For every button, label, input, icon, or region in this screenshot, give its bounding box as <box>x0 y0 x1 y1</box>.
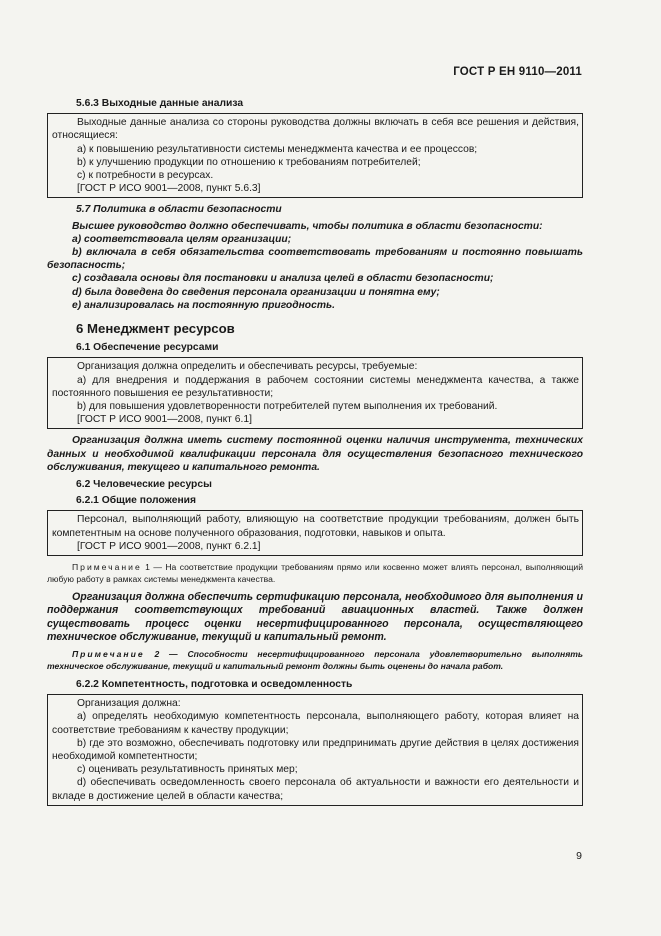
note-2 <box>47 648 583 672</box>
section-5-6-3-heading: 5.6.3 Выходные данные анализа <box>76 98 244 109</box>
note-1-label: Примечание <box>72 562 142 573</box>
policy-line: a) соответствовала целям организации; <box>72 233 292 245</box>
resources-requirement-paragraph: Организация должна иметь систему постоянной оценки наличия инструмента, технических данных и необходимой квалификации персонала для осуществления безопасного технического обслуживания, текущего и капитального ремонта. <box>47 435 583 473</box>
note-2-text: 2 — Способности несертифицированного персонала удовлетворительно выполнять техническое обслуживание, текущий и капитальный ремонт должны быть оценены до начала работ. <box>47 648 583 671</box>
list-item: b) где это возможно, обеспечивать подготовку или предпринимать другие действия в целях достижения необходимой компетентности; <box>52 737 579 762</box>
quote-box-iso-6-2-1 <box>47 510 583 556</box>
note-1-text: 1 — На соответствие продукции требованиям прямо или косвенно может влиять персонал, выполняющий любую работу в рамках системы менеджмента качества. <box>47 562 583 585</box>
section-6-2-1-heading: 6.2.1 Общие положения <box>76 495 196 507</box>
quote-box-iso-6-1 <box>47 357 583 429</box>
policy-line: d) была доведена до сведения персонала организации и понятна ему; <box>72 286 440 298</box>
note-1 <box>47 561 583 585</box>
quote-intro: Организация должна: <box>77 698 181 710</box>
list-item: a) для внедрения и поддержания в рабочем состоянии системы менеджмента качества, а также постоянного повышения ее результативности; <box>52 374 579 399</box>
policy-line: c) создавала основы для постановки и анализа целей в области безопасности; <box>72 273 494 285</box>
certification-paragraph: Организация должна обеспечить сертификацию персонала, необходимого для выполнения и поддержания соответствующих требований авиационных властей. Также должен существовать процесс оценки несертифицированного персонала, осуществляющего техническое обслуживание, текущий и капитальный ремонт. <box>47 591 583 643</box>
list-item: d) обеспечивать осведомленность своего персонала об актуальности и важности его деятельности и вкладе в достижение целей в области качества; <box>52 777 579 802</box>
page-number: 9 <box>576 850 582 862</box>
section-6-2-2-heading: 6.2.2 Компетентность, подготовка и осведомленность <box>76 678 353 690</box>
quote-text: Персонал, выполняющий работу, влияющую на соответствие продукции требованиям, должен быть компетентным на основе полученного образования, подготовки, навыков и опыта. <box>52 514 579 539</box>
standard-reference: [ГОСТ Р ИСО 9001—2008, пункт 5.6.3] <box>77 183 261 195</box>
policy-line: e) анализировалась на постоянную пригодность. <box>72 299 335 311</box>
page-content <box>47 97 583 811</box>
list-item: b) к улучшению продукции по отношению к требованиям потребителей; <box>77 156 421 168</box>
list-item: a) определять необходимую компетентность персонала, выполняющего работу, которая влияет на соответствие требованиям к качеству продукции; <box>52 711 579 736</box>
quote-intro: Организация должна определить и обеспечивать ресурсы, требуемые: <box>77 361 418 373</box>
section-6-heading: 6 Менеджмент ресурсов <box>76 321 235 337</box>
policy-line: Высшее руководство должно обеспечивать, чтобы политика в области безопасности: <box>72 220 543 232</box>
section-6-1-heading: 6.1 Обеспечение ресурсами <box>76 342 219 354</box>
section-6-2-heading: 6.2 Человеческие ресурсы <box>76 479 212 491</box>
list-item: b) для повышения удовлетворенности потребителей путем выполнения их требований. <box>77 401 498 413</box>
note-2-label: Примечание <box>72 648 145 659</box>
list-item: c) оценивать результативность принятых мер; <box>77 764 298 776</box>
section-5-7-heading: 5.7 Политика в области безопасности <box>76 204 282 216</box>
quote-box-iso-5-6-3 <box>47 113 583 198</box>
quote-box-iso-6-2-2 <box>47 694 583 806</box>
standard-reference: [ГОСТ Р ИСО 9001—2008, пункт 6.2.1] <box>77 540 261 552</box>
standard-reference: [ГОСТ Р ИСО 9001—2008, пункт 6.1] <box>77 414 252 426</box>
safety-policy-block <box>47 220 583 312</box>
list-item: c) к потребности в ресурсах. <box>77 170 214 182</box>
quote-intro: Выходные данные анализа со стороны руководства должны включать в себя все решения и действия, относящиеся: <box>52 117 579 142</box>
document-code: ГОСТ Р ЕН 9110—2011 <box>453 66 582 78</box>
list-item: a) к повышению результативности системы менеджмента качества и ее процессов; <box>77 143 478 155</box>
policy-line: b) включала в себя обязательства соответствовать требованиям и постоянно повышать безопасность; <box>47 247 583 272</box>
